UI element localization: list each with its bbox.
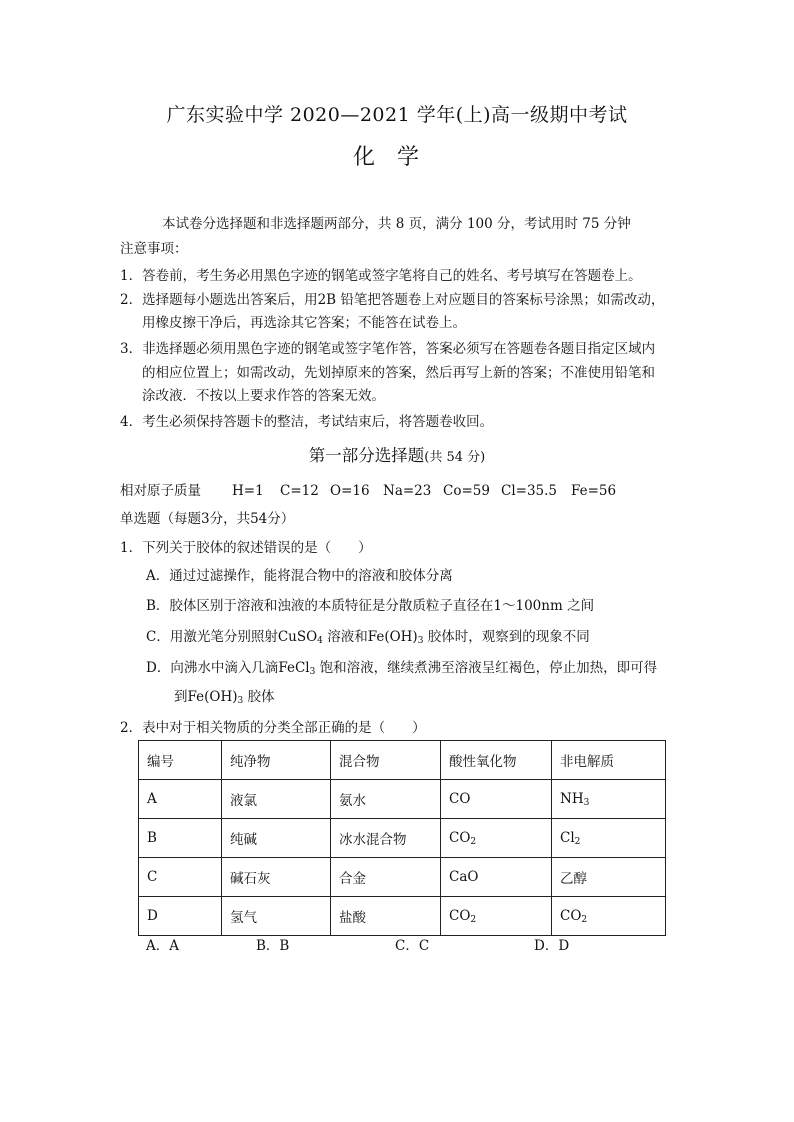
section-title — [0, 442, 794, 466]
mass-cl: Cl=35.5 — [501, 483, 558, 499]
q1-d2-part1: 到Fe(OH) — [174, 689, 238, 705]
mass-h: H=1 — [232, 483, 264, 499]
table-cell: 氨水 — [331, 780, 441, 819]
notice-item-1: 1．答卷前，考生务必用黑色字迹的钢笔或签字笔将自己的姓名、考号填写在答题卷上。 — [120, 268, 642, 284]
table-cell: C — [139, 858, 222, 897]
q2-answer-a: A．A — [146, 938, 179, 954]
table-cell: 合金 — [331, 858, 441, 897]
notice-item-2-cont: 用橡皮擦干净后，再选涂其它答案；不能答在试卷上。 — [142, 315, 466, 331]
q1-c-part2: 溶液和Fe(OH) — [322, 629, 418, 645]
formula-base: CO — [449, 907, 471, 924]
q1-c-part3: 胶体时，观察到的现象不同 — [423, 629, 590, 645]
q2-answer-d: D．D — [534, 938, 570, 954]
classification-table — [138, 740, 666, 936]
notice-item-3-cont2: 涂改液．不按以上要求作答的答案无效。 — [142, 388, 385, 404]
q1-d2-part2: 胶体 — [243, 689, 275, 705]
table-cell: CO — [441, 780, 552, 819]
q1-d-part1: D．向沸水中滴入几滴FeCl — [146, 660, 310, 676]
formula-sub: 3 — [583, 797, 590, 808]
q2-answer-b: B．B — [256, 938, 290, 954]
formula-sub: 2 — [470, 836, 477, 847]
table-cell: 盐酸 — [331, 897, 441, 936]
q1-d-part2: 饱和溶液，继续煮沸至溶液呈红褐色，停止加热，即可得 — [315, 660, 658, 676]
q1-option-c — [146, 625, 590, 646]
table-cell: 液氯 — [222, 780, 331, 819]
mass-c: C=12 — [280, 483, 319, 499]
table-cell: D — [139, 897, 222, 936]
table-cell: 乙醇 — [552, 858, 666, 897]
mass-na: Na=23 — [383, 483, 432, 499]
notice-item-3: 3．非选择题必须用黑色字迹的钢笔或签字笔作答，答案必须写在答题卷各题目指定区域内 — [120, 341, 656, 357]
header-cell: 非电解质 — [552, 741, 666, 780]
notice-item-2: 2．选择题每小题选出答案后，用2B 铅笔把答题卷上对应题目的答案标号涂黑；如需改动， — [120, 292, 665, 308]
table-row — [139, 858, 666, 897]
table-cell: 氢气 — [222, 897, 331, 936]
section-title-text: 第一部分选择题 — [308, 446, 425, 465]
mass-o: O=16 — [330, 483, 370, 499]
q1-d-sub1: 3 — [309, 667, 316, 677]
table-cell — [552, 819, 666, 858]
subject-title: 化学 — [352, 145, 441, 170]
q1-d2-sub: 3 — [237, 696, 244, 706]
table-cell — [441, 819, 552, 858]
q1-option-d-cont — [174, 685, 275, 706]
table-cell: B — [139, 819, 222, 858]
formula-base: CO — [560, 907, 582, 924]
q1-option-b: B．胶体区别于溶液和浊液的本质特征是分散质粒子直径在1～100nm 之间 — [146, 598, 595, 614]
header-cell: 编号 — [139, 741, 222, 780]
exam-title: 广东实验中学 2020—2021 学年(上)高一级期中考试 — [166, 104, 628, 126]
table-cell: 冰水混合物 — [331, 819, 441, 858]
table-row — [139, 897, 666, 936]
notice-item-4: 4．考生必须保持答题卡的整洁，考试结束后，将答题卷收回。 — [120, 414, 494, 430]
mass-co: Co=59 — [443, 483, 490, 499]
single-choice-heading: 单选题（每题3分，共54分） — [120, 511, 295, 527]
formula-base: Cl — [560, 829, 575, 846]
formula-base: NH — [560, 790, 584, 807]
header-cell: 纯净物 — [222, 741, 331, 780]
q1-c-sub1: 4 — [317, 636, 323, 646]
q1-c-sub2: 3 — [417, 636, 424, 646]
table-cell — [552, 780, 666, 819]
table-cell: 纯碱 — [222, 819, 331, 858]
q1-option-d — [146, 656, 657, 677]
table-header-row — [139, 741, 666, 780]
table-row — [139, 780, 666, 819]
atomic-masses — [120, 479, 616, 499]
exam-intro: 本试卷分选择题和非选择题两部分，共 8 页，满分 100 分，考试用时 75 分钟 — [162, 216, 631, 232]
formula-sub: 2 — [470, 914, 477, 925]
table-cell: 碱石灰 — [222, 858, 331, 897]
notice-heading: 注意事项： — [120, 241, 188, 257]
q1-c-part1: C．用激光笔分别照射CuSO — [146, 629, 318, 645]
table-cell: A — [139, 780, 222, 819]
section-score-note: (共 54 分) — [424, 450, 486, 465]
atomic-masses-label: 相对原子质量 — [120, 483, 201, 499]
header-cell: 酸性氧化物 — [441, 741, 552, 780]
table-cell: CaO — [441, 858, 552, 897]
formula-base: CO — [449, 829, 471, 846]
q1-option-a: A．通过过滤操作，能将混合物中的溶液和胶体分离 — [146, 568, 453, 584]
formula-sub: 2 — [574, 836, 581, 847]
table-cell — [441, 897, 552, 936]
q2-answer-c: C．C — [395, 938, 430, 954]
mass-fe: Fe=56 — [571, 483, 617, 499]
q2-stem: 2．表中对于相关物质的分类全部正确的是（ ） — [120, 720, 426, 736]
q1-stem: 1．下列关于胶体的叙述错误的是（ ） — [120, 540, 372, 556]
table-row — [139, 819, 666, 858]
notice-item-3-cont1: 的相应位置上；如需改动，先划掉原来的答案，然后再写上新的答案；不准使用铅笔和 — [142, 365, 655, 381]
formula-sub: 2 — [581, 914, 588, 925]
table-cell — [552, 897, 666, 936]
header-cell: 混合物 — [331, 741, 441, 780]
